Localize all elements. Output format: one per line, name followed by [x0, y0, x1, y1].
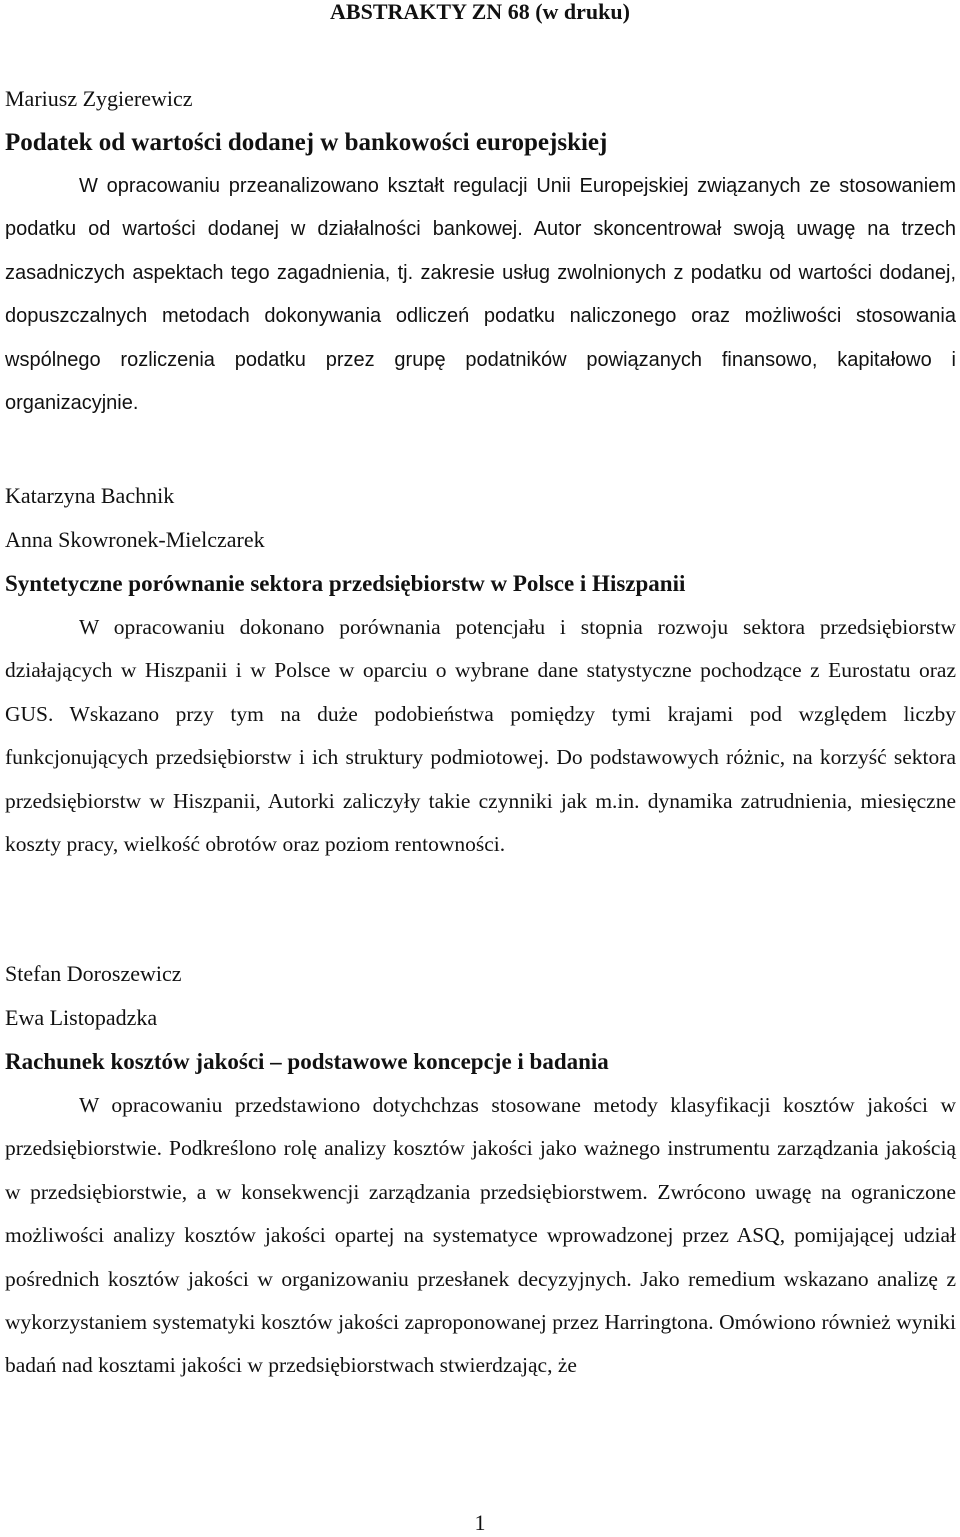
article-abstract: W opracowaniu przeanalizowano kształt regulacji Unii Europejskiej związanych ze stosowaniem podatku od wartości dodanej w działalności bankowej. Autor skoncentrował swoją uwagę na trzech zasadniczych aspektach tego zagadnienia, tj. zakresie usług zwolnionych z podatku od wartości dodanej, dopuszczalnych metodach dokonywania odliczeń podatku naliczonego oraz możliwości stosowania wspólnego rozliczenia podatku przez grupę podatników powiązanych finansowo, kapitałowo i organizacyjnie.	[5, 175, 956, 415]
article-1	[5, 77, 956, 425]
page-title: ABSTRAKTY ZN 68 (w druku)	[330, 0, 630, 24]
article-title: Syntetyczne porównanie sektora przedsiębiorstw w Polsce i Hiszpanii	[5, 571, 686, 596]
page-number: 1	[474, 1510, 486, 1535]
article-abstract: W opracowaniu dokonano porównania potencjału i stopnia rozwoju sektora przedsiębiorstw działających w Hiszpanii i w Polsce w oparciu o wybrane dane statystyczne pochodzące z Eurostatu oraz GUS. Wskazano przy tym na duże podobieństwa pomiędzy tymi krajami pod względem liczby funkcjonujących przedsiębiorstw i ich struktury podmiotowej. Do podstawowych różnic, na korzyść sektora przedsiębiorstw w Hiszpanii, Autorki zaliczyły takie czynniki jak m.in. dynamika zatrudnienia, miesięczne koszty pracy, wielkość obrotów oraz poziom rentowności.	[5, 615, 956, 857]
article-author: Stefan Doroszewicz	[5, 961, 182, 986]
article-author: Ewa Listopadzka	[5, 1005, 158, 1030]
article-author: Mariusz Zygierewicz	[5, 86, 193, 111]
article-author: Anna Skowronek-Mielczarek	[5, 527, 265, 552]
article-title: Podatek od wartości dodanej w bankowości europejskiej	[5, 129, 608, 156]
article-title: Rachunek kosztów jakości – podstawowe koncepcje i badania	[5, 1049, 609, 1074]
article-2	[5, 474, 956, 866]
article-3	[5, 952, 956, 1388]
article-abstract: W opracowaniu przedstawiono dotychchzas stosowane metody klasyfikacji kosztów jakości w przedsiębiorstwie. Podkreślono rolę analizy kosztów jakości jako ważnego instrumentu zarządzania jakością w przedsiębiorstwie, a w konsekwencji zarządzania przedsiębiorstwem. Zwrócono uwagę na ograniczone możliwości analizy kosztów jakości opartej na systematyce wprowadzonej przez ASQ, pomijającej udział pośrednich kosztów jakości w organizowaniu przesłanek decyzyjnych. Jako remedium wskazano analizę z wykorzystaniem systematyki kosztów jakości zaproponowanej przez Harringtona. Omówiono również wyniki badań nad kosztami jakości w przedsiębiorstwach stwierdzając, że	[5, 1093, 956, 1378]
article-author: Katarzyna Bachnik	[5, 483, 175, 508]
